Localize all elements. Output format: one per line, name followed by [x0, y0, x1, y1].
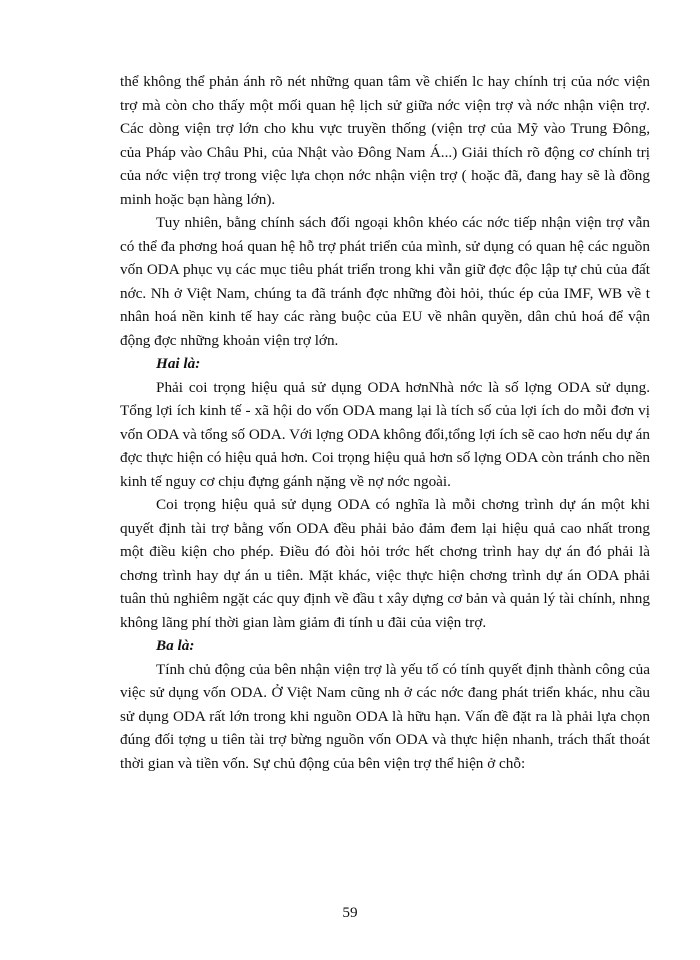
- paragraph-5: Tính chủ động của bên nhận viện trợ là yếu tố có tính quyết định thành công của việc sử dụng vốn ODA. Ở Việt Nam cũng nh ở các nớc đang phát triển khác, nhu cầu sử dụng ODA rất lớn trong khi nguồn ODA là hữu hạn. Vấn đề đặt ra là phải lựa chọn đúng đối tợng u tiên tài trợ bừng nguồn vốn ODA và thực hiện nhanh, trách thất thoát thời gian và tiền vốn. Sự chủ động của bên viện trợ thể hiện ở chỗ:: [120, 660, 650, 772]
- document-body: [120, 70, 650, 775]
- section-heading-ba-la: Ba là:: [156, 637, 195, 654]
- paragraph-1: thể không thể phản ánh rõ nét những quan tâm về chiến lc hay chính trị của nớc viện trợ mà còn cho thấy một mối quan hệ lịch sử giữa nớc viện trợ và nớc nhận viện trợ. Các dòng viện trợ lớn cho khu vực truyền thống (viện trợ của Mỹ vào Trung Đông, của Pháp vào Châu Phi, của Nhật vào Đông Nam Á...) Giải thích rõ động cơ chính trị của nớc viện trợ trong việc lựa chọn nớc nhận viện trợ ( hoặc đã, đang hay sẽ là đồng minh hoặc bạn hàng lớn).: [120, 73, 650, 208]
- page-number: 59: [342, 904, 358, 921]
- paragraph-4: Coi trọng hiệu quả sử dụng ODA có nghĩa là mỗi chơng trình dự án một khi quyết định tài trợ bằng vốn ODA đều phải bảo đảm đem lại hiệu quả cao nhất trong một điều kiện cho phép. Điều đó đòi hỏi trớc hết chơng trình hay dự án đó phải là chơng trình hay dự án u tiên. Mặt khác, việc thực hiện chơng trình dự án ODA phải tuân thủ nghiêm ngặt các quy định về đầu t xây dựng cơ bản và quản lý tài chính, nhng không lãng phí thời gian làm giảm đi tính u đãi của viện trợ.: [120, 496, 650, 631]
- paragraph-3: Phải coi trọng hiệu quả sử dụng ODA hơnNhà nớc là số lợng ODA sử dụng. Tổng lợi ích kinh tế - xã hội do vốn ODA mang lại là tích số của lợi ích do mỗi đơn vị vốn ODA và tổng số ODA. Với lợng ODA không đổi,tổng lợi ích sẽ cao hơn nếu dự án đợc thực hiện có hiệu quả hơn. Coi trọng hiệu quả hơn số lợng ODA còn tránh cho nền kinh tế nguy cơ chịu đựng gánh nặng về nợ nớc ngoài.: [120, 378, 650, 490]
- paragraph-2: Tuy nhiên, bằng chính sách đối ngoại khôn khéo các nớc tiếp nhận viện trợ vẫn có thể đa phơng hoá quan hệ hỗ trợ phát triển của mình, sử dụng có quan hệ các nguồn vốn ODA phục vụ các mục tiêu phát triển trong khi vẫn giữ đợc độc lập tự chủ của đất nớc. Nh ở Việt Nam, chúng ta đã tránh đợc những đòi hỏi, thúc ép của IMF, WB về t nhân hoá nền kinh tế hay các ràng buộc của EU về nhân quyền, dân chủ hoá để vận động đợc những khoản viện trợ lớn.: [120, 214, 650, 349]
- section-heading-hai-la: Hai là:: [156, 355, 201, 372]
